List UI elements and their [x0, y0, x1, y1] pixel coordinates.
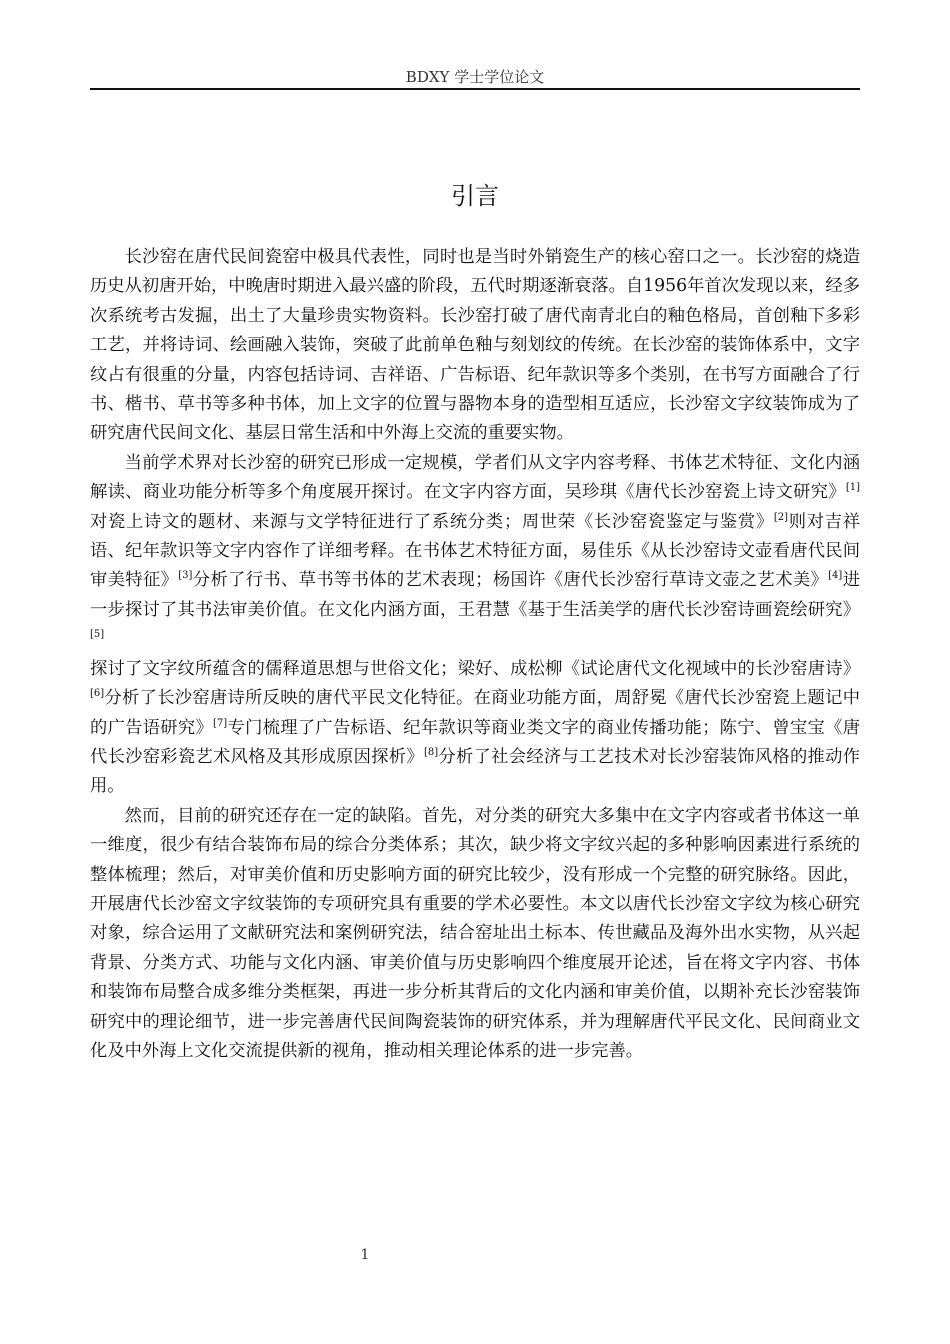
running-header: BDXY 学士学位论文	[405, 68, 545, 86]
citation-ref: [1]	[845, 482, 860, 494]
citation-ref: [7]	[213, 717, 228, 729]
paragraph-text: 则对吉祥语、纪年款识等文字内容作了详细考释。在书体艺术特征方面，易佳乐《从长沙窑诗文壶看唐代民间审美特征》	[90, 511, 860, 591]
header-rule	[90, 88, 860, 90]
paragraph-text: 当前学术界对长沙窑的研究已形成一定规模，学者们从文字内容考释、书体艺术特征、文化内涵解读、商业功能分析等多个角度展开探讨。在文字内容方面，吴珍琪《唐代长沙窑瓷上诗文研究》	[90, 452, 860, 503]
body-text	[90, 243, 860, 1066]
paragraph-text: 探讨了文字纹所蕴含的儒释道思想与世俗文化；梁好、成松柳《试论唐代文化视域中的长沙窑唐诗》	[90, 658, 860, 679]
paragraph	[90, 802, 860, 1067]
citation-ref: [5]	[90, 629, 105, 641]
citation-ref: [6]	[90, 688, 105, 700]
citation-ref: [8]	[423, 747, 439, 759]
paragraph-text: 专门梳理了广告标语、纪年款识等商业类文字的商业传播功能；陈宁、曾宝宝《唐代长沙窑彩瓷艺术风格及其形成原因探析》	[90, 717, 860, 767]
paragraph-text: 分析了长沙窑唐诗所反映的唐代平民文化特征。在商业功能方面，周舒冕《唐代长沙窑瓷上题记中的广告语研究》	[90, 688, 860, 738]
citation-ref: [3]	[178, 570, 193, 582]
paragraph-text: 长沙窑在唐代民间瓷窑中极具代表性，同时也是当时外销瓷生产的核心窑口之一。长沙窑的烧造历史从初唐开始，中晚唐时期进入最兴盛的阶段，五代时期逐渐衰落。自1956年首次发现以来，经多次系统考古发掘，出土了大量珍贵实物资料。长沙窑打破了唐代南青北白的釉色格局，首创釉下多彩工艺，并将诗词、绘画融入装饰，突破了此前单色釉与刻划纹的传统。在长沙窑的装饰体系中，文字纹占有很重的分量，内容包括诗词、吉祥语、广告标语、纪年款识等多个类别，在书写方面融合了行书、楷书、草书等多种书体，加上文字的位置与器物本身的造型相互适应，长沙窑文字纹装饰成为了研究唐代民间文化、基层日常生活和中外海上交流的重要实物。	[90, 247, 860, 444]
paragraph	[90, 449, 860, 802]
paragraph-text: 分析了行书、草书等书体的艺术表现；杨国许《唐代长沙窑行草诗文壶之艺术美》	[192, 570, 829, 591]
page-number: 1	[360, 1247, 370, 1263]
paragraph-text: 然而，目前的研究还存在一定的缺陷。首先，对分类的研究大多集中在文字内容或者书体这一单一维度，很少有结合装饰布局的综合分类体系；其次，缺少将文字纹兴起的多种影响因素进行系统的整体梳理；然后，对审美价值和历史影响方面的研究比较少，没有形成一个完整的研究脉络。因此，开展唐代长沙窑文字纹装饰的专项研究具有重要的学术必要性。本文以唐代长沙窑文字纹为核心研究对象，综合运用了文献研究法和案例研究法，结合窑址出土标本、传世藏品及海外出水实物，从兴起背景、分类方式、功能与文化内涵、审美价值与历史影响四个维度展开论述，旨在将文字内容、书体和装饰布局整合成多维分类框架，再进一步分析其背后的文化内涵和审美价值，以期补充长沙窑装饰研究中的理论细节，进一步完善唐代民间陶瓷装饰的研究体系，并为理解唐代平民文化、民间商业文化及中外海上文化交流提供新的视角，推动相关理论体系的进一步完善。	[90, 805, 860, 1061]
paragraph-text: 进一步探讨了其书法审美价值。在文化内涵方面，王君慧《基于生活美学的唐代长沙窑诗画瓷绘研究》	[90, 570, 860, 620]
citation-ref: [2]	[773, 511, 788, 523]
section-title: 引言	[451, 182, 499, 210]
paragraph-text: 分析了社会经济与工艺技术对长沙窑装饰风格的推动作用。	[90, 746, 860, 797]
paragraph	[90, 243, 860, 449]
paragraph-text: 对瓷上诗文的题材、来源与文学特征进行了系统分类；周世荣《长沙窑瓷鉴定与鉴赏》	[90, 511, 774, 532]
citation-ref: [4]	[828, 570, 843, 582]
